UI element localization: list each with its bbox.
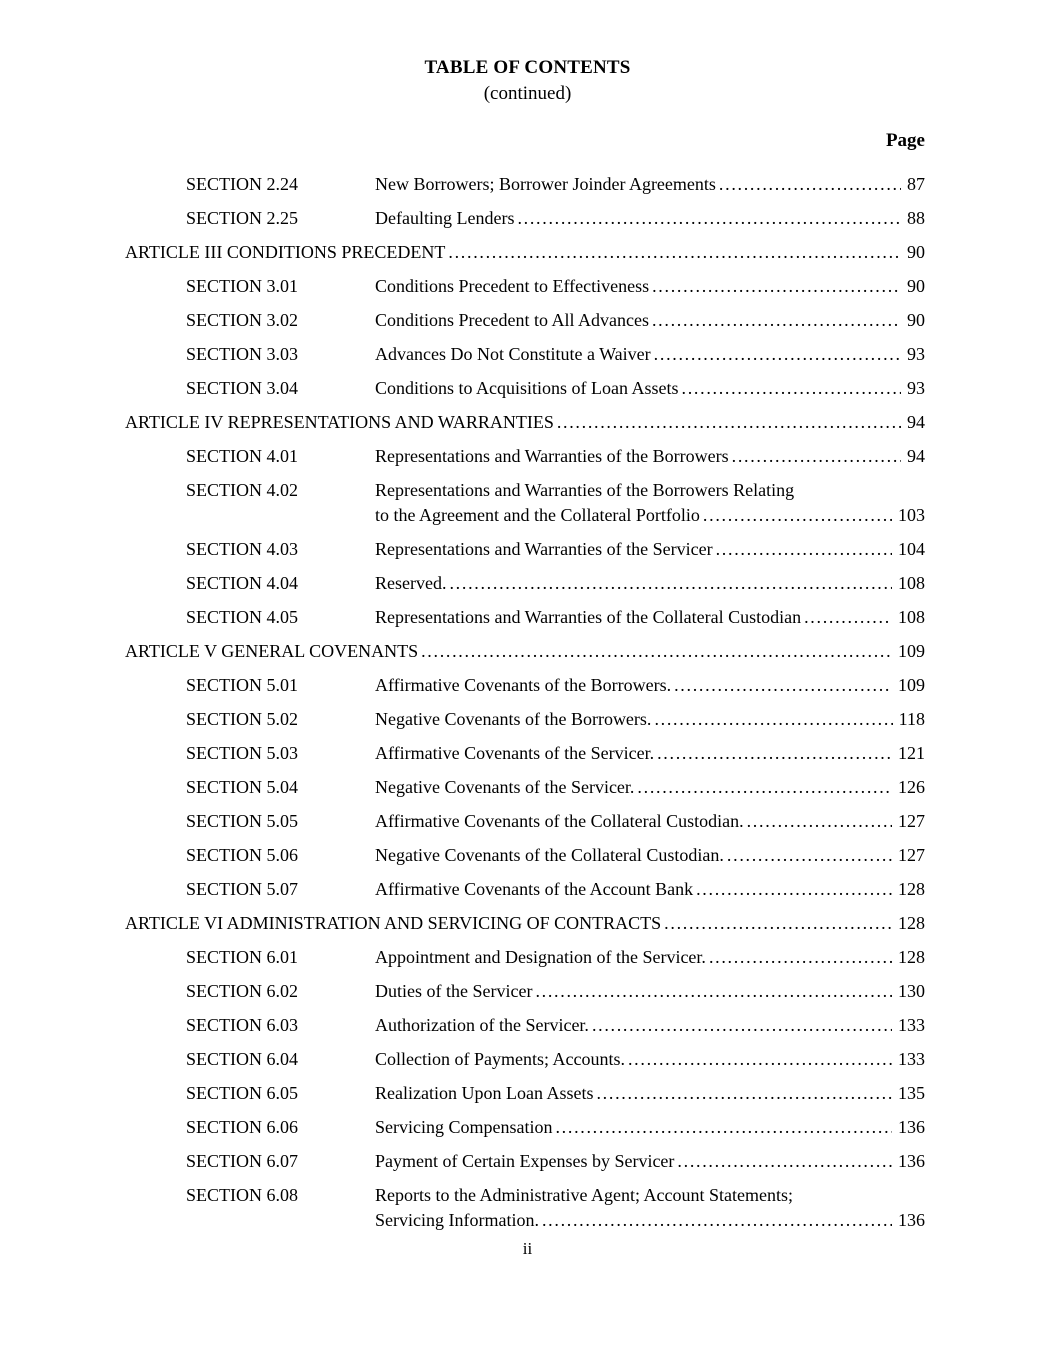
toc-entry-line [375,172,925,197]
toc-entry-content [375,809,925,834]
toc-entry-content [375,1183,925,1233]
toc-entry-content [125,639,925,664]
toc-entry-line [375,1115,925,1140]
toc-entry-line [375,945,925,970]
dot-leader [652,274,901,299]
toc-entry-content [375,707,925,732]
toc-entry [125,274,925,299]
toc-entry-page-number: 87 [907,174,925,194]
toc-entry [125,1115,925,1140]
toc-entry-page-number: 127 [898,845,925,865]
toc-entry-title: ARTICLE VI ADMINISTRATION AND SERVICING OF CONTRACTS [125,913,662,933]
toc-entry-page-number: 109 [898,641,925,661]
toc-entry-title: New Borrowers; Borrower Joinder Agreements [375,174,716,194]
toc-entry-content [375,877,925,902]
toc-entry [125,1081,925,1106]
toc-entry [125,444,925,469]
toc-entry [125,537,925,562]
toc-entry-page-number: 118 [898,709,925,729]
toc-entry-line [375,1013,925,1038]
toc-entry-page-number: 128 [898,879,925,899]
toc-entry-title: Representations and Warranties of the Servicer [375,539,713,559]
dot-leader [664,911,892,936]
toc-entry-content [375,741,925,766]
toc-entry-page-number: 133 [898,1015,925,1035]
toc-entry-line [125,911,925,936]
toc-entry-title: Negative Covenants of the Servicer. [375,777,635,797]
toc-entry-content [375,673,925,698]
toc-entry-title: Conditions Precedent to All Advances [375,310,649,330]
dot-leader [732,444,901,469]
toc-entry-page-number: 90 [907,310,925,330]
toc-entry-content [375,308,925,333]
toc-entry-line [125,639,925,664]
toc-entry-label: SECTION 5.06 [186,845,298,865]
dot-leader [657,741,892,766]
toc-entry-title: Affirmative Covenants of the Borrowers. [375,675,672,695]
toc-entry-line [375,877,925,902]
toc-entry-label: SECTION 3.02 [186,310,298,330]
dot-leader [542,1208,892,1233]
dot-leader [654,707,892,732]
toc-entry-label: SECTION 6.07 [186,1151,298,1171]
toc-entry-title: Appointment and Designation of the Servicer. [375,947,706,967]
toc-entry-page-number: 108 [898,573,925,593]
toc-entry-line: Reports to the Administrative Agent; Account Statements; [375,1185,793,1205]
toc-entry [125,478,925,528]
toc-entry-label: SECTION 6.03 [186,1015,298,1035]
dot-leader [555,1115,892,1140]
dot-leader [449,571,892,596]
dot-leader [535,979,892,1004]
toc-entry-content [375,1149,925,1174]
toc-entry [125,240,925,265]
toc-entry-page-number: 128 [898,947,925,967]
dot-leader [637,775,892,800]
toc-entry-line [375,673,925,698]
toc-entry-title: Negative Covenants of the Collateral Custodian. [375,845,724,865]
toc-entry [125,206,925,231]
dot-leader [557,410,901,435]
toc-entry-page-number: 109 [898,675,925,695]
toc-entry [125,741,925,766]
toc-entry [125,809,925,834]
toc-entry-page-number: 136 [898,1117,925,1137]
dot-leader [677,1149,892,1174]
toc-entry-label: SECTION 2.25 [186,208,298,228]
toc-entry-line [375,809,925,834]
toc-entry-title: Affirmative Covenants of the Servicer. [375,743,655,763]
dot-leader [703,503,892,528]
toc-entry-page-number: 128 [898,913,925,933]
toc-entry [125,1013,925,1038]
dot-leader [727,843,892,868]
toc-entry [125,877,925,902]
dot-leader [709,945,892,970]
toc-entry [125,639,925,664]
toc-entry-title: Payment of Certain Expenses by Servicer [375,1151,675,1171]
toc-entry-page-number: 127 [898,811,925,831]
toc-entry [125,1183,925,1233]
toc-entry-label: SECTION 6.01 [186,947,298,967]
toc-entry-content [375,1115,925,1140]
toc-entry [125,571,925,596]
toc-entry [125,376,925,401]
toc-entry [125,172,925,197]
toc-entry [125,1149,925,1174]
page-column-label: Page [885,130,925,151]
toc-entry-line: Representations and Warranties of the Borrowers Relating [375,480,795,500]
toc-entry-line [375,444,925,469]
dot-leader [804,605,892,630]
toc-entry-label: SECTION 6.05 [186,1083,298,1103]
dot-leader [448,240,901,265]
toc-entry-label: SECTION 4.02 [186,480,298,500]
toc-entry-label: SECTION 4.05 [186,607,298,627]
dot-leader [628,1047,892,1072]
toc-entry [125,308,925,333]
toc-entry-page-number: 93 [907,344,925,364]
page-subtitle: (continued) [483,83,572,104]
toc-entry-title: Negative Covenants of the Borrowers. [375,709,652,729]
toc-entry-content [375,843,925,868]
toc-entry-line [375,775,925,800]
dot-leader [592,1013,892,1038]
toc-entry-page-number: 133 [898,1049,925,1069]
toc-entry-content [375,342,925,367]
toc-entry-line [375,206,925,231]
toc-entry-content [375,775,925,800]
toc-entry-content [125,410,925,435]
toc-entry-title: to the Agreement and the Collateral Portfolio [375,505,700,525]
toc-entry-label: SECTION 5.07 [186,879,298,899]
toc-entry-line [375,376,925,401]
toc-entry-line [375,1047,925,1072]
footer-page-number: ii [522,1239,533,1258]
toc-entry-page-number: 135 [898,1083,925,1103]
toc-entry [125,673,925,698]
toc-entry-line [375,1149,925,1174]
toc-entry-content [375,444,925,469]
dot-leader [596,1081,892,1106]
toc-entry-label: SECTION 6.02 [186,981,298,1001]
toc-entry-content [375,376,925,401]
toc-entry-title: Reserved. [375,573,447,593]
toc-entry-title: Authorization of the Servicer. [375,1015,589,1035]
toc-entry [125,843,925,868]
toc-entry-label: SECTION 6.08 [186,1185,298,1205]
toc-entry-label: SECTION 4.01 [186,446,298,466]
toc-entry-page-number: 108 [898,607,925,627]
toc-entry-line [375,503,925,528]
toc-entry-line [375,537,925,562]
toc-entry-line [375,308,925,333]
toc-entry-content [375,979,925,1004]
toc-entry-page-number: 94 [907,412,925,432]
toc-entry [125,342,925,367]
toc-entry-label: SECTION 3.03 [186,344,298,364]
toc-entry-line [125,410,925,435]
dot-leader [517,206,901,231]
toc-entry-content [375,571,925,596]
toc-entry-line [375,843,925,868]
toc-entry-page-number: 88 [907,208,925,228]
toc-entry-label: SECTION 6.04 [186,1049,298,1069]
toc-entry [125,945,925,970]
toc-entry-label: SECTION 5.03 [186,743,298,763]
toc-entry-title: Collection of Payments; Accounts. [375,1049,625,1069]
toc-entry-page-number: 136 [898,1210,925,1230]
dot-leader [654,342,901,367]
toc-entry-label: SECTION 3.04 [186,378,298,398]
toc-entry-label: SECTION 6.06 [186,1117,298,1137]
dot-leader [674,673,892,698]
toc-entry-content [125,911,925,936]
toc-entry-title: Advances Do Not Constitute a Waiver [375,344,651,364]
toc-entry-title: Representations and Warranties of the Borrowers [375,446,729,466]
toc-entry-page-number: 93 [907,378,925,398]
toc-entry-title: Representations and Warranties of the Collateral Custodian [375,607,802,627]
toc-entry-title: ARTICLE IV REPRESENTATIONS AND WARRANTIES [125,412,554,432]
table-of-contents [125,172,925,1233]
dot-leader [682,376,901,401]
toc-entry-label: SECTION 5.02 [186,709,298,729]
dot-leader [719,172,901,197]
toc-entry [125,707,925,732]
toc-entry-title: Duties of the Servicer [375,981,533,1001]
toc-entry-title: Servicing Information. [375,1210,539,1230]
toc-entry-page-number: 94 [907,446,925,466]
toc-entry-content [375,274,925,299]
toc-entry-title: Affirmative Covenants of the Collateral Custodian. [375,811,744,831]
toc-entry-line [375,741,925,766]
toc-entry-content [125,240,925,265]
toc-entry-label: SECTION 5.01 [186,675,298,695]
toc-entry-page-number: 136 [898,1151,925,1171]
toc-entry-label: SECTION 5.05 [186,811,298,831]
page-title: TABLE OF CONTENTS [424,57,631,78]
toc-entry [125,1047,925,1072]
toc-entry-title: Affirmative Covenants of the Account Bank [375,879,694,899]
toc-entry-content [375,537,925,562]
dot-leader [696,877,892,902]
toc-entry-title: ARTICLE V GENERAL COVENANTS [125,641,419,661]
toc-entry-label: SECTION 5.04 [186,777,298,797]
toc-entry-title: Servicing Compensation [375,1117,553,1137]
toc-entry-line [375,571,925,596]
toc-entry-page-number: 121 [898,743,925,763]
toc-entry-title: Realization Upon Loan Assets [375,1083,594,1103]
toc-entry-line [375,605,925,630]
toc-entry-title: Conditions to Acquisitions of Loan Assets [375,378,679,398]
toc-entry-content [375,1013,925,1038]
toc-entry [125,605,925,630]
toc-entry-title: ARTICLE III CONDITIONS PRECEDENT [125,242,446,262]
toc-entry-page-number: 90 [907,276,925,296]
toc-entry-line [375,342,925,367]
toc-entry [125,410,925,435]
toc-entry-line [375,979,925,1004]
toc-entry-label: SECTION 4.04 [186,573,298,593]
toc-entry-line [375,274,925,299]
toc-entry-content [375,945,925,970]
dot-leader [421,639,892,664]
toc-entry-content [375,206,925,231]
toc-entry-line [375,1081,925,1106]
toc-entry-page-number: 130 [898,981,925,1001]
dot-leader [747,809,892,834]
toc-entry-label: SECTION 4.03 [186,539,298,559]
toc-entry-page-number: 90 [907,242,925,262]
toc-entry-label: SECTION 3.01 [186,276,298,296]
toc-entry-page-number: 104 [898,539,925,559]
dot-leader [652,308,901,333]
toc-entry-line [125,240,925,265]
toc-entry-content [375,172,925,197]
toc-entry-content [375,605,925,630]
toc-entry-label: SECTION 2.24 [186,174,298,194]
toc-entry-content [375,1081,925,1106]
toc-entry-line [375,707,925,732]
toc-entry-line [375,1208,925,1233]
toc-entry-page-number: 103 [898,505,925,525]
toc-entry [125,979,925,1004]
toc-entry-title: Conditions Precedent to Effectiveness [375,276,650,296]
toc-entry-page-number: 126 [898,777,925,797]
toc-header [0,0,1055,106]
dot-leader [716,537,892,562]
toc-entry-content [375,1047,925,1072]
toc-entry [125,911,925,936]
toc-entry-title: Defaulting Lenders [375,208,515,228]
toc-entry [125,775,925,800]
toc-entry-content [375,478,925,528]
